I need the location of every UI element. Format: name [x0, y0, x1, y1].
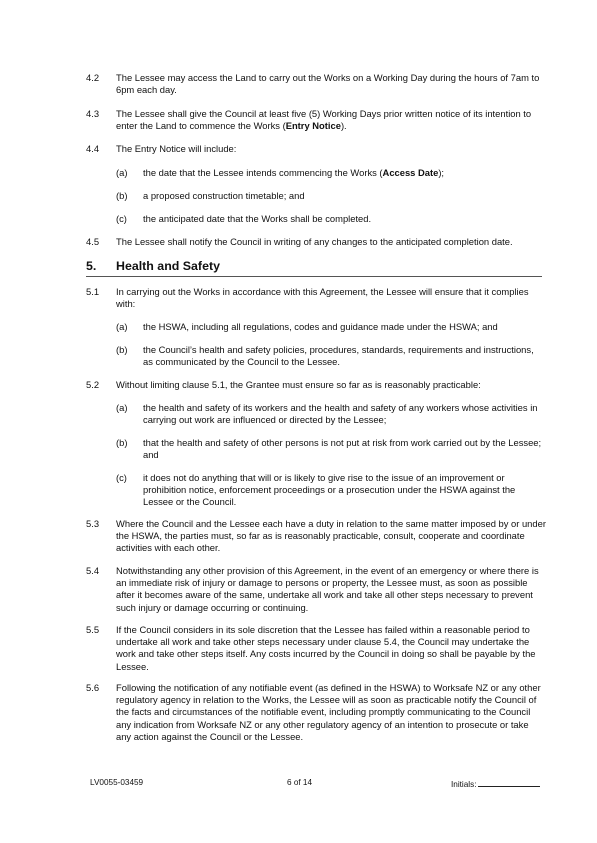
subclause-text: it does not do anything that will or is likely to give rise to the issue of an improvement or prohibition notice, enforcement proceedings or a prosecution under the HSWA against the Lessee or the Council.: [143, 472, 516, 508]
subclause-number: (a): [116, 402, 128, 413]
subclause-5-1-a: [116, 321, 546, 333]
clause-text: If the Council considers in its sole discretion that the Lessee has failed within a reasonable period to undertake all work and take other steps necessary under clause 5.4, the Council may undertake the work and take other steps itself. Any costs incurred by the Council in doing so shall be payable by the Lessee.: [116, 624, 536, 672]
clause-4-2: [86, 72, 546, 96]
subclause-text: the health and safety of its workers and the health and safety of any workers whose activities in carrying out work are influenced or directed by the Lessee;: [143, 402, 538, 426]
subclause-number: (c): [116, 472, 127, 483]
clause-text-part: The Lessee shall give the Council at least five (5) Working Days prior written notice of its intention to enter the Land to commence the Works (: [116, 108, 532, 132]
clause-text-part: ).: [340, 120, 347, 132]
subclause-5-2-c: [116, 472, 546, 509]
clause-text: Following the notification of any notifiable event (as defined in the HSWA) to Worksafe NZ or any other regulatory agency in relation to the Works, the Lessee will as soon as practicable notify the Council of the facts and circumstances of the notifiable event, including promptly communicating to the Council any indication from Worksafe NZ or any other regulatory agency of an intention to prosecute or take any action against the Council or the Lessee.: [116, 682, 541, 742]
clause-number: 4.5: [86, 236, 100, 247]
subclause-4-4-b: [116, 190, 546, 202]
clause-text: The Entry Notice will include:: [116, 143, 237, 154]
subclause-text: the anticipated date that the Works shall be completed.: [143, 213, 372, 224]
clause-5-4: [86, 565, 546, 614]
clause-text: The Lessee may access the Land to carry out the Works on a Working Day during the hours of 7am to 6pm each day.: [116, 72, 540, 96]
clause-4-3: [86, 108, 546, 132]
subclause-text: that the health and safety of other persons is not put at risk from work carried out by the Lessee; and: [143, 437, 542, 461]
subclause-number: (b): [116, 344, 128, 355]
subclause-5-2-b: [116, 437, 546, 461]
page-number: 6 of 14: [287, 778, 313, 787]
subclause-text-part: );: [438, 167, 445, 178]
subclause-4-4-c: [116, 213, 546, 225]
clause-5-2: [86, 379, 546, 391]
section-number: 5.: [86, 259, 97, 273]
subclause-number: (a): [116, 321, 128, 332]
clause-5-5: [86, 624, 546, 673]
clause-text: Without limiting clause 5.1, the Grantee must ensure so far as is reasonably practicable:: [116, 379, 481, 390]
clause-text: The Lessee shall notify the Council in writing of any changes to the anticipated completion date.: [116, 236, 513, 247]
subclause-5-1-b: [116, 344, 546, 368]
subclause-text: the HSWA, including all regulations, codes and guidance made under the HSWA; and: [143, 321, 498, 332]
subclause-number: (a): [116, 167, 128, 178]
clause-4-4: [86, 143, 546, 155]
clause-5-6: [86, 682, 546, 743]
subclause-number: (c): [116, 213, 127, 224]
subclause-number: (b): [116, 437, 128, 448]
subclause-text: the Council’s health and safety policies, procedures, standards, requirements and instructions, as communicated by the Council to the Lessee.: [143, 344, 534, 368]
clause-text: In carrying out the Works in accordance with this Agreement, the Lessee will ensure that it complies with:: [116, 286, 529, 310]
clause-number: 4.2: [86, 72, 100, 83]
clause-number: 5.3: [86, 518, 100, 529]
document-reference: LV0055-03459: [90, 778, 144, 787]
clause-number: 4.4: [86, 143, 100, 154]
subclause-4-4-a: [116, 167, 546, 179]
subclause-5-2-a: [116, 402, 546, 426]
clause-5-1: [86, 286, 546, 310]
subclause-text: a proposed construction timetable; and: [143, 190, 305, 201]
defined-term: Access Date: [382, 167, 439, 178]
clause-number: 4.3: [86, 108, 100, 119]
clause-5-3: [86, 518, 546, 555]
clause-text: Where the Council and the Lessee each have a duty in relation to the same matter imposed by or under the HSWA, the parties must, so far as is reasonably practicable, consult, cooperate and coordinate activities with each other.: [116, 518, 546, 554]
clause-number: 5.4: [86, 565, 100, 576]
clause-text: Notwithstanding any other provision of this Agreement, in the event of an emergency or where there is an immediate risk of injury or damage to persons or property, the Lessee must, as soon as possible after it becomes aware of the same, undertake all work and take all other steps necessary to prevent such injury or damage occurring or continuing.: [116, 565, 539, 613]
heading-rule: [86, 276, 542, 277]
clause-number: 5.2: [86, 379, 100, 390]
defined-term: Entry Notice: [285, 120, 341, 132]
subclause-text: [143, 167, 546, 179]
initials-underline: [478, 778, 540, 787]
clause-4-5: [86, 236, 546, 248]
subclause-text-part: the date that the Lessee intends commencing the Works (: [143, 167, 383, 178]
subclause-number: (b): [116, 190, 128, 201]
clause-number: 5.5: [86, 624, 100, 635]
clause-text: [116, 108, 546, 132]
initials-label: Initials:: [451, 780, 477, 789]
section-title: Health and Safety: [116, 259, 220, 273]
clause-number: 5.6: [86, 682, 100, 693]
section-heading: [86, 258, 542, 274]
clause-number: 5.1: [86, 286, 100, 297]
initials-field: [451, 778, 540, 790]
